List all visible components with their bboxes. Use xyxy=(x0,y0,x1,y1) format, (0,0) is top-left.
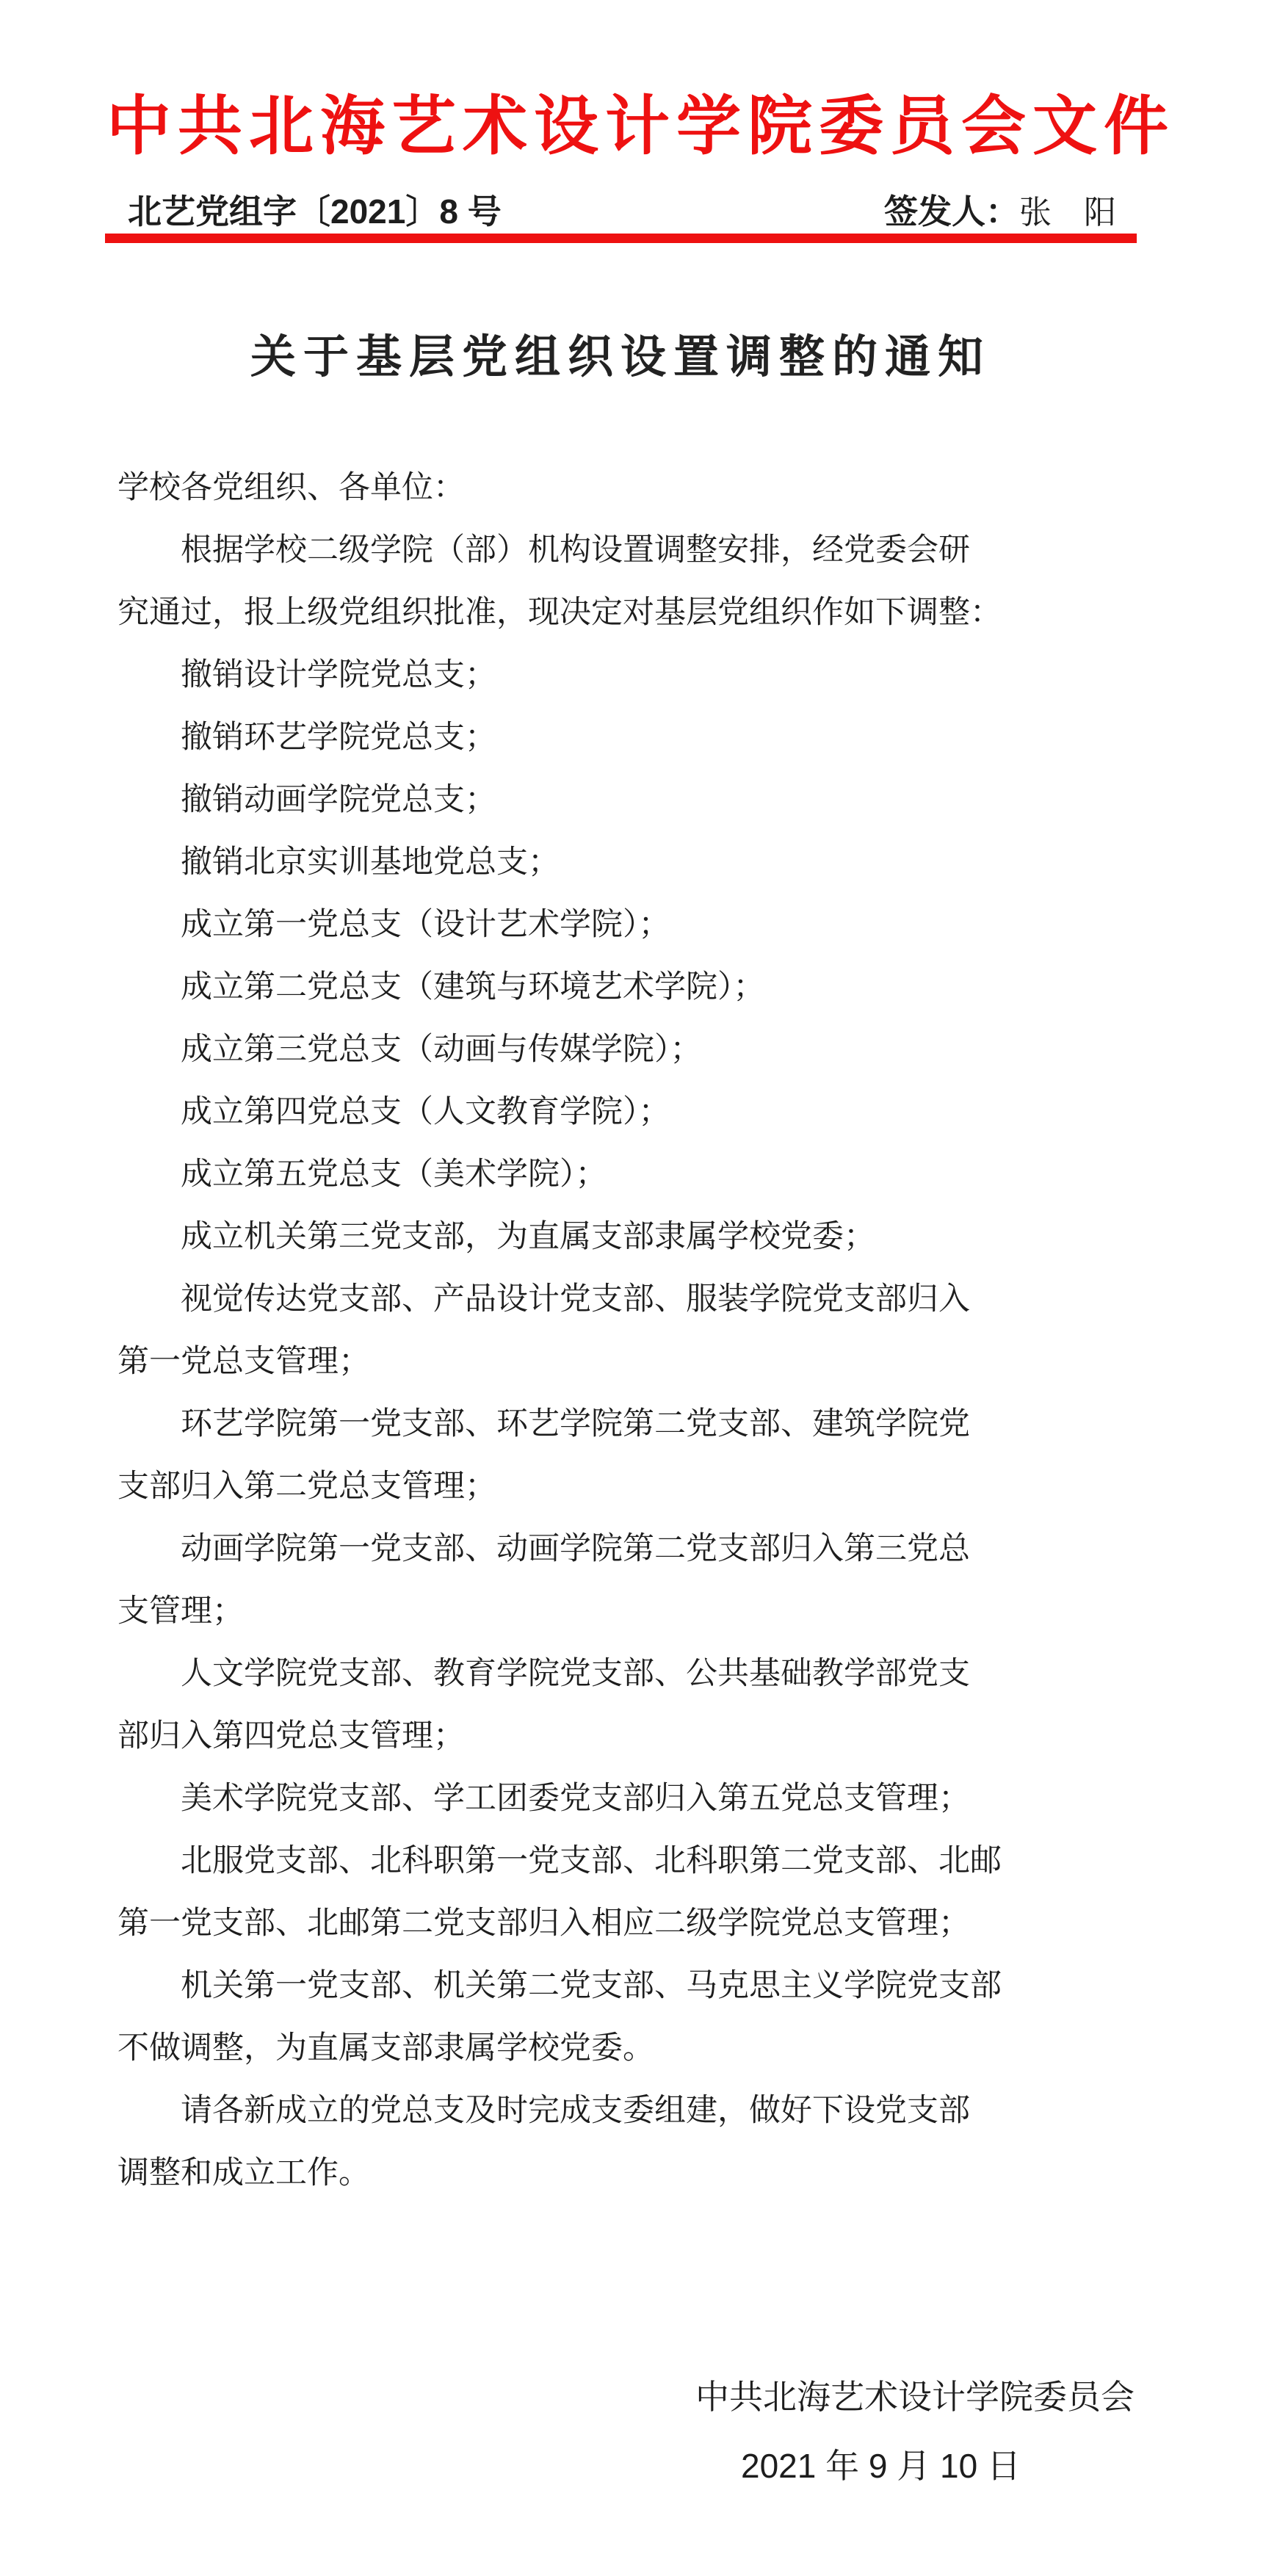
body-line: 第一党总支管理； xyxy=(117,1344,370,1379)
body-line: 成立第三党总支（动画与传媒学院）； xyxy=(181,1032,702,1067)
body-line: 成立第五党总支（美术学院）； xyxy=(181,1157,607,1192)
body-line: 撤销动画学院党总支； xyxy=(181,782,496,817)
body-line: 支部归入第二党总支管理； xyxy=(117,1469,496,1504)
body-line: 请各新成立的党总支及时完成支委组建，做好下设党支部 xyxy=(181,2093,970,2128)
header-divider xyxy=(105,234,1137,243)
document-meta-row xyxy=(128,185,1116,234)
document-header-title: 中共北海艺术设计学院委员会文件 xyxy=(106,90,1176,162)
body-line: 调整和成立工作。 xyxy=(117,2155,370,2190)
signature-date: 2021 年 9 月 10 日 xyxy=(741,2447,1021,2485)
body-line: 成立第四党总支（人文教育学院）； xyxy=(181,1094,670,1129)
body-line: 究通过，报上级党组织批准，现决定对基层党组织作如下调整： xyxy=(117,595,1002,630)
body-line: 环艺学院第一党支部、环艺学院第二党支部、建筑学院党 xyxy=(181,1406,970,1441)
body-line: 成立第一党总支（设计艺术学院）； xyxy=(181,907,670,942)
body-line: 支管理； xyxy=(117,1593,244,1629)
body-line: 第一党支部、北邮第二党支部归入相应二级学院党总支管理； xyxy=(117,1906,970,1941)
body-line: 撤销北京实训基地党总支； xyxy=(181,844,560,880)
body-line: 部归入第四党总支管理； xyxy=(117,1718,465,1754)
body-line: 根据学校二级学院（部）机构设置调整安排，经党委会研 xyxy=(181,532,970,568)
body-line: 机关第一党支部、机关第二党支部、马克思主义学院党支部 xyxy=(181,1968,1002,2003)
body-line: 学校各党组织、各单位： xyxy=(117,470,465,505)
body-line: 成立第二党总支（建筑与环境艺术学院）； xyxy=(181,969,765,1005)
body-line: 撤销环艺学院党总支； xyxy=(181,720,496,755)
body-line: 撤销设计学院党总支； xyxy=(181,657,496,692)
body-line: 不做调整，为直属支部隶属学校党委。 xyxy=(117,2030,654,2066)
document-title: 关于基层党组织设置调整的通知 xyxy=(250,332,991,383)
signature-committee: 中共北海艺术设计学院委员会 xyxy=(695,2378,1135,2416)
issuer-name: 张 阳 xyxy=(1019,195,1116,231)
issuer-label: 签发人： xyxy=(884,192,1019,231)
body-line: 成立机关第三党支部，为直属支部隶属学校党委； xyxy=(181,1219,875,1254)
body-line: 人文学院党支部、教育学院党支部、公共基础教学部党支 xyxy=(181,1656,970,1691)
body-line: 美术学院党支部、学工团委党支部归入第五党总支管理； xyxy=(181,1781,970,1816)
body-line: 北服党支部、北科职第一党支部、北科职第二党支部、北邮 xyxy=(181,1843,1002,1878)
doc-number: 北艺党组字〔2021〕8 号 xyxy=(128,192,502,231)
body-line: 视觉传达党支部、产品设计党支部、服装学院党支部归入 xyxy=(181,1281,970,1317)
issuer xyxy=(884,185,1116,234)
document-body xyxy=(117,457,1122,2204)
body-line: 动画学院第一党支部、动画学院第二党支部归入第三党总 xyxy=(181,1531,970,1566)
